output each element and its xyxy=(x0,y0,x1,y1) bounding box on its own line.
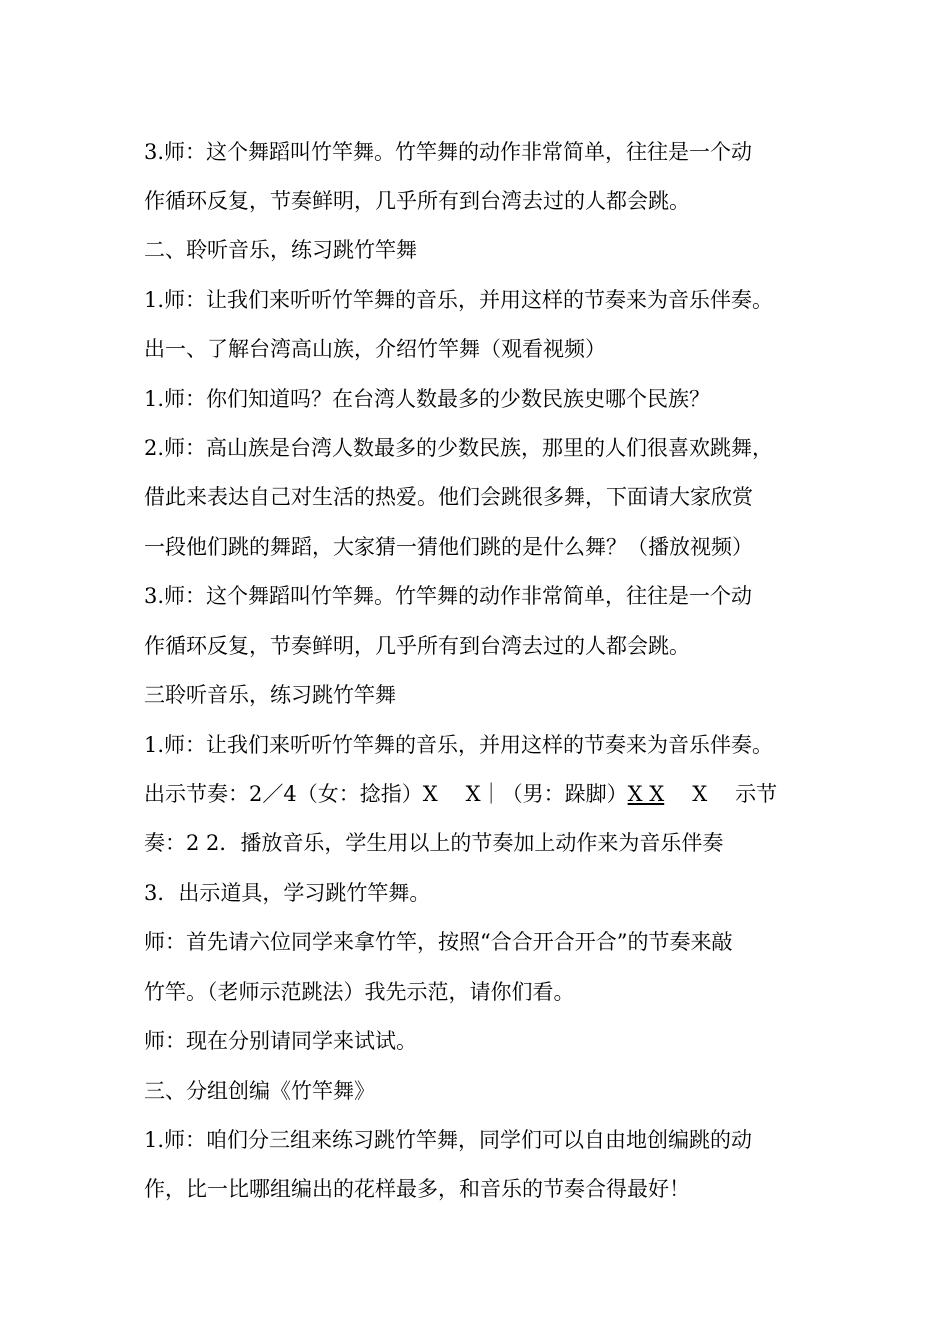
text-line: 1.师：让我们来听听竹竿舞的音乐，并用这样的节奏来为音乐伴奏。 xyxy=(144,288,774,312)
text-line: 作，比一比哪组编出的花样最多，和音乐的节奏合得最好！ xyxy=(144,1177,690,1201)
text-line: 3.师：这个舞蹈叫竹竿舞。竹竿舞的动作非常简单，往往是一个动 xyxy=(144,140,753,164)
text-line: 3.师：这个舞蹈叫竹竿舞。竹竿舞的动作非常简单，往往是一个动 xyxy=(144,584,753,608)
section-heading: 三、分组创编《竹竿舞》 xyxy=(144,1079,375,1103)
text-line: 1.师：你们知道吗？在台湾人数最多的少数民族史哪个民族？ xyxy=(144,387,711,411)
text-line: 借此来表达自己对生活的热爱。他们会跳很多舞，下面请大家欣赏 xyxy=(144,485,753,509)
text-line: 1.师：咱们分三组来练习跳竹竿舞，同学们可以自由地创编跳的动 xyxy=(144,1128,753,1152)
rhythm-prefix: 出示节奏：2／4（女：捻指）X xyxy=(144,782,438,806)
text-line: 作循环反复，节奏鲜明，几乎所有到台湾去过的人都会跳。 xyxy=(144,634,690,658)
text-line: 1.师：让我们来听听竹竿舞的音乐，并用这样的节奏来为音乐伴奏。 xyxy=(144,733,774,757)
text-line: 竹竿。（老师示范跳法）我先示范，请你们看。 xyxy=(144,980,575,1004)
text-line: 3．出示道具，学习跳竹竿舞。 xyxy=(144,881,431,905)
text-line: 师：现在分别请同学来试试。 xyxy=(144,1029,417,1053)
text-line: 作循环反复，节奏鲜明，几乎所有到台湾去过的人都会跳。 xyxy=(144,189,690,213)
rhythm-suffix: 示节 xyxy=(735,782,778,806)
text-line: 师：首先请六位同学来拿竹竿，按照“合合开合开合”的节奏来敲 xyxy=(144,930,733,954)
rhythm-beat: X xyxy=(692,782,708,806)
section-heading: 二、聆听音乐，练习跳竹竿舞 xyxy=(144,238,417,262)
section-heading: 出一、了解台湾高山族，介绍竹竿舞（观看视频） xyxy=(144,337,606,361)
text-line: 2.师：高山族是台湾人数最多的少数民族，那里的人们很喜欢跳舞， xyxy=(144,436,774,460)
rhythm-beat: X xyxy=(465,782,481,806)
text-line: 奏：2 2．播放音乐，学生用以上的节奏加上动作来为音乐伴奏 xyxy=(144,831,724,855)
text-line: 一段他们跳的舞蹈，大家猜一猜他们跳的是什么舞？（播放视频） xyxy=(144,535,753,559)
section-heading: 三聆听音乐，练习跳竹竿舞 xyxy=(144,683,396,707)
rhythm-bar: ｜（男：跺脚） xyxy=(480,782,628,806)
rhythm-underlined-beats: X X xyxy=(627,782,665,806)
rhythm-line xyxy=(144,781,844,807)
